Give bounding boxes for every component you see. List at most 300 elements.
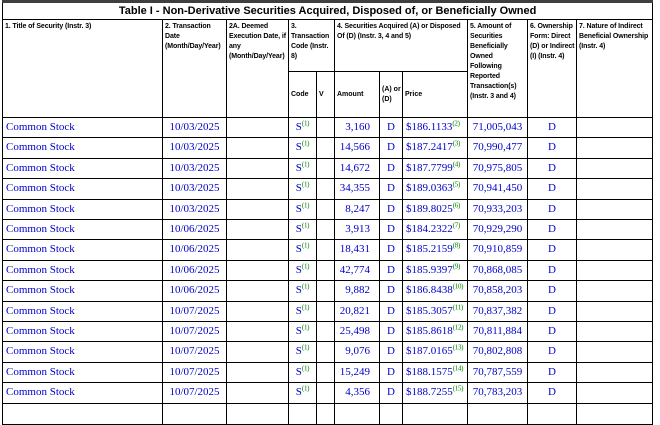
- table-row: [3, 342, 653, 362]
- price-cell: [403, 260, 468, 280]
- partial-table-row: [3, 403, 653, 424]
- ownership-form-cell-value: D: [548, 223, 556, 236]
- acquired-disposed-cell: [380, 199, 403, 219]
- security-title-cell: [3, 240, 163, 260]
- nature-indirect-cell: [577, 260, 653, 280]
- price-cell: [403, 403, 468, 424]
- transaction-code-cell: [289, 158, 317, 178]
- footnote-marker: (2): [452, 119, 460, 128]
- transaction-code-cell: [289, 138, 317, 158]
- voluntary-flag-cell: [317, 322, 335, 342]
- acquired-disposed-cell: [380, 403, 403, 424]
- shares-owned-cell: [468, 362, 528, 382]
- shares-owned-cell-value: 70,933,203: [472, 202, 523, 215]
- shares-owned-cell: [468, 118, 528, 138]
- shares-owned-cell-value: 70,783,203: [472, 386, 523, 399]
- transaction-date-cell: [163, 118, 227, 138]
- acquired-disposed-cell: [380, 138, 403, 158]
- footnote-marker: (1): [301, 200, 310, 209]
- price-cell-value: $185.9397: [406, 263, 453, 276]
- shares-owned-cell: [468, 240, 528, 260]
- footnote-marker: (3): [452, 139, 461, 148]
- nature-indirect-cell: [577, 383, 653, 403]
- amount-cell: [335, 158, 380, 178]
- ownership-form-cell: [528, 342, 577, 362]
- transaction-code-cell-value: S: [295, 202, 302, 215]
- table-row: [3, 260, 653, 280]
- ownership-form-cell: [528, 281, 577, 301]
- amount-cell: [335, 281, 380, 301]
- transaction-date-cell: [163, 220, 227, 240]
- subcol-header-v: V: [317, 72, 335, 118]
- shares-owned-cell-value: 70,811,884: [472, 325, 523, 338]
- ownership-form-cell: [528, 403, 577, 424]
- nature-indirect-cell: [577, 179, 653, 199]
- voluntary-flag-cell: [317, 281, 335, 301]
- price-cell-value: $188.7255: [406, 386, 453, 399]
- security-title-cell-value: Common Stock: [6, 365, 75, 378]
- shares-owned-cell: [468, 260, 528, 280]
- acquired-disposed-cell: [380, 301, 403, 321]
- ownership-form-cell: [528, 240, 577, 260]
- ownership-form-cell-value: D: [548, 121, 556, 133]
- price-cell-value: $187.2417: [406, 141, 453, 154]
- price-cell: [403, 362, 468, 382]
- nature-indirect-cell: [577, 403, 653, 424]
- table-title: Table I - Non-Derivative Securities Acquired, Disposed of, or Beneficially Owned: [3, 2, 653, 20]
- transaction-date-cell: [163, 260, 227, 280]
- footnote-marker: (4): [452, 160, 461, 169]
- table-row: [3, 322, 653, 342]
- deemed-execution-date-cell: [227, 158, 289, 178]
- shares-owned-cell-value: 70,941,450: [472, 182, 523, 195]
- amount-cell-value: 20,821: [339, 304, 370, 317]
- table-row: [3, 220, 653, 240]
- voluntary-flag-cell: [317, 301, 335, 321]
- shares-owned-cell: [468, 179, 528, 199]
- acquired-disposed-cell: [380, 220, 403, 240]
- ownership-form-cell-value: D: [548, 202, 556, 215]
- price-cell-value: $185.2159: [406, 243, 453, 256]
- transaction-code-cell-value: S: [295, 141, 302, 154]
- table-row: [3, 301, 653, 321]
- ownership-form-cell: [528, 158, 577, 178]
- amount-cell-value: 25,498: [339, 325, 370, 338]
- ownership-form-cell: [528, 260, 577, 280]
- transaction-date-cell: [163, 342, 227, 362]
- amount-cell: [335, 383, 380, 403]
- transaction-code-cell: [289, 403, 317, 424]
- security-title-cell-value: Common Stock: [6, 263, 75, 276]
- amount-cell: [335, 301, 380, 321]
- col-header-transaction-code: 3. Transaction Code (Instr. 8): [289, 20, 335, 72]
- transaction-code-cell: [289, 199, 317, 219]
- security-title-cell: [3, 403, 163, 424]
- transaction-date-cell: [163, 362, 227, 382]
- shares-owned-cell-value: 70,787,559: [472, 365, 523, 378]
- price-cell-value: $188.1575: [406, 365, 453, 378]
- price-cell: [403, 199, 468, 219]
- subcol-header-code: Code: [289, 72, 317, 118]
- footnote-marker: (14): [452, 364, 464, 373]
- shares-owned-cell-value: 70,910,859: [472, 243, 523, 256]
- amount-cell: [335, 403, 380, 424]
- price-cell-value: $185.8618: [406, 325, 453, 338]
- shares-owned-cell: [468, 158, 528, 178]
- acquired-disposed-cell-value: D: [387, 243, 395, 256]
- nature-indirect-cell: [577, 342, 653, 362]
- subcol-header-a-or-d: (A) or (D): [380, 72, 403, 118]
- table-body: [3, 118, 653, 425]
- shares-owned-cell-value: 70,990,477: [472, 141, 523, 154]
- ownership-form-cell: [528, 138, 577, 158]
- security-title-cell: [3, 179, 163, 199]
- transaction-code-cell-value: S: [295, 263, 302, 276]
- transaction-date-cell: [163, 322, 227, 342]
- price-cell-value: $187.0165: [406, 345, 453, 358]
- ownership-form-cell-value: D: [548, 243, 556, 256]
- transaction-date-cell-value: 10/06/2025: [169, 263, 220, 276]
- price-cell: [403, 322, 468, 342]
- footnote-marker: (12): [452, 323, 464, 332]
- footnote-marker: (1): [301, 364, 310, 373]
- nature-indirect-cell: [577, 362, 653, 382]
- amount-cell-value: 3,160: [345, 121, 370, 133]
- amount-cell-value: 15,249: [339, 365, 370, 378]
- amount-cell-value: 8,247: [345, 202, 370, 215]
- acquired-disposed-cell-value: D: [387, 386, 395, 399]
- deemed-execution-date-cell: [227, 281, 289, 301]
- amount-cell: [335, 322, 380, 342]
- amount-cell: [335, 118, 380, 138]
- shares-owned-cell-value: 70,858,203: [472, 284, 523, 297]
- footnote-marker: (1): [301, 282, 310, 291]
- shares-owned-cell: [468, 383, 528, 403]
- nature-indirect-cell: [577, 281, 653, 301]
- deemed-execution-date-cell: [227, 383, 289, 403]
- price-cell: [403, 281, 468, 301]
- security-title-cell: [3, 220, 163, 240]
- acquired-disposed-cell-value: D: [387, 365, 395, 378]
- acquired-disposed-cell-value: D: [387, 345, 395, 358]
- table-title-row: [3, 2, 653, 20]
- nature-indirect-cell: [577, 220, 653, 240]
- amount-cell-value: 3,913: [345, 223, 370, 236]
- security-title-cell-value: Common Stock: [6, 121, 75, 133]
- transaction-date-cell-value: 10/07/2025: [169, 304, 220, 317]
- table-row: [3, 179, 653, 199]
- acquired-disposed-cell-value: D: [387, 223, 395, 236]
- acquired-disposed-cell-value: D: [387, 121, 395, 133]
- voluntary-flag-cell: [317, 260, 335, 280]
- voluntary-flag-cell: [317, 199, 335, 219]
- non-derivative-securities-table: [2, 0, 653, 425]
- ownership-form-cell-value: D: [548, 365, 556, 378]
- shares-owned-cell: [468, 403, 528, 424]
- transaction-date-cell-value: 10/06/2025: [169, 284, 220, 297]
- security-title-cell-value: Common Stock: [6, 325, 75, 338]
- shares-owned-cell: [468, 342, 528, 362]
- amount-cell: [335, 342, 380, 362]
- transaction-code-cell: [289, 301, 317, 321]
- price-cell-value: $189.8025: [406, 202, 453, 215]
- amount-cell: [335, 240, 380, 260]
- table-row: [3, 240, 653, 260]
- shares-owned-cell-value: 70,802,808: [472, 345, 523, 358]
- shares-owned-cell-value: 70,975,805: [472, 161, 523, 174]
- price-cell-value: $186.1133: [406, 121, 453, 133]
- ownership-form-cell: [528, 383, 577, 403]
- footnote-marker: (9): [452, 262, 461, 271]
- footnote-marker: (8): [452, 241, 461, 250]
- acquired-disposed-cell: [380, 179, 403, 199]
- subcol-header-price: Price: [403, 72, 468, 118]
- price-cell: [403, 179, 468, 199]
- shares-owned-cell: [468, 138, 528, 158]
- col-header-title-of-security: 1. Title of Security (Instr. 3): [3, 20, 163, 118]
- transaction-code-cell: [289, 220, 317, 240]
- deemed-execution-date-cell: [227, 342, 289, 362]
- table-row: [3, 158, 653, 178]
- transaction-code-cell: [289, 342, 317, 362]
- price-cell: [403, 383, 468, 403]
- ownership-form-cell: [528, 362, 577, 382]
- amount-cell-value: 34,355: [339, 182, 370, 195]
- col-header-transaction-date: 2. Transaction Date (Month/Day/Year): [163, 20, 227, 118]
- footnote-marker: (1): [301, 384, 310, 393]
- security-title-cell-value: Common Stock: [6, 161, 75, 174]
- shares-owned-cell-value: 70,837,382: [472, 304, 523, 317]
- deemed-execution-date-cell: [227, 220, 289, 240]
- transaction-date-cell-value: 10/07/2025: [169, 345, 220, 358]
- acquired-disposed-cell-value: D: [387, 202, 395, 215]
- footnote-marker: (1): [301, 119, 310, 128]
- security-title-cell: [3, 383, 163, 403]
- transaction-date-cell: [163, 179, 227, 199]
- deemed-execution-date-cell: [227, 260, 289, 280]
- transaction-code-cell-value: S: [295, 386, 302, 399]
- acquired-disposed-cell: [380, 342, 403, 362]
- amount-cell-value: 42,774: [339, 263, 370, 276]
- footnote-marker: (1): [301, 262, 310, 271]
- price-cell: [403, 158, 468, 178]
- acquired-disposed-cell: [380, 322, 403, 342]
- security-title-cell-value: Common Stock: [6, 345, 75, 358]
- shares-owned-cell: [468, 301, 528, 321]
- transaction-date-cell-value: 10/03/2025: [169, 121, 220, 133]
- security-title-cell-value: Common Stock: [6, 284, 75, 297]
- price-cell-value: $184.2322: [406, 223, 453, 236]
- footnote-marker: (1): [301, 323, 310, 332]
- acquired-disposed-cell: [380, 118, 403, 138]
- voluntary-flag-cell: [317, 342, 335, 362]
- ownership-form-cell-value: D: [548, 345, 556, 358]
- transaction-date-cell-value: 10/03/2025: [169, 182, 220, 195]
- security-title-cell-value: Common Stock: [6, 223, 75, 236]
- voluntary-flag-cell: [317, 118, 335, 138]
- transaction-date-cell-value: 10/06/2025: [169, 243, 220, 256]
- footnote-marker: (13): [452, 343, 464, 352]
- transaction-date-cell-value: 10/03/2025: [169, 141, 220, 154]
- amount-cell: [335, 362, 380, 382]
- transaction-code-cell-value: S: [295, 325, 302, 338]
- ownership-form-cell: [528, 301, 577, 321]
- transaction-code-cell-value: S: [295, 243, 302, 256]
- price-cell: [403, 301, 468, 321]
- security-title-cell-value: Common Stock: [6, 386, 75, 399]
- transaction-date-cell-value: 10/03/2025: [169, 161, 220, 174]
- deemed-execution-date-cell: [227, 322, 289, 342]
- acquired-disposed-cell: [380, 362, 403, 382]
- col-header-nature-indirect-ownership: 7. Nature of Indirect Beneficial Ownership (Instr. 4): [577, 20, 653, 118]
- footnote-marker: (1): [301, 221, 310, 230]
- ownership-form-cell-value: D: [548, 161, 556, 174]
- transaction-code-cell: [289, 260, 317, 280]
- transaction-date-cell: [163, 199, 227, 219]
- amount-cell: [335, 220, 380, 240]
- acquired-disposed-cell: [380, 260, 403, 280]
- footnote-marker: (1): [301, 180, 310, 189]
- voluntary-flag-cell: [317, 403, 335, 424]
- deemed-execution-date-cell: [227, 118, 289, 138]
- ownership-form-cell-value: D: [548, 325, 556, 338]
- deemed-execution-date-cell: [227, 301, 289, 321]
- amount-cell: [335, 179, 380, 199]
- security-title-cell: [3, 301, 163, 321]
- amount-cell-value: 14,566: [339, 141, 370, 154]
- footnote-marker: (1): [301, 160, 310, 169]
- deemed-execution-date-cell: [227, 240, 289, 260]
- acquired-disposed-cell-value: D: [387, 141, 395, 154]
- subcol-header-amount: Amount: [335, 72, 380, 118]
- shares-owned-cell: [468, 199, 528, 219]
- ownership-form-cell: [528, 322, 577, 342]
- form4-table1-container: [2, 0, 653, 425]
- footnote-marker: (11): [452, 303, 463, 311]
- footnote-marker: (15): [452, 384, 464, 393]
- amount-cell-value: 18,431: [339, 243, 370, 256]
- col-header-deemed-execution-date: 2A. Deemed Execution Date, if any (Month/Day/Year): [227, 20, 289, 118]
- transaction-code-cell-value: S: [295, 284, 302, 297]
- transaction-code-cell-value: S: [295, 161, 302, 174]
- voluntary-flag-cell: [317, 158, 335, 178]
- transaction-date-cell-value: 10/07/2025: [169, 325, 220, 338]
- security-title-cell: [3, 138, 163, 158]
- transaction-code-cell: [289, 383, 317, 403]
- acquired-disposed-cell: [380, 383, 403, 403]
- price-cell-value: $186.8438: [406, 284, 453, 297]
- nature-indirect-cell: [577, 322, 653, 342]
- deemed-execution-date-cell: [227, 179, 289, 199]
- deemed-execution-date-cell: [227, 362, 289, 382]
- voluntary-flag-cell: [317, 220, 335, 240]
- footnote-marker: (1): [301, 241, 310, 250]
- acquired-disposed-cell-value: D: [387, 325, 395, 338]
- transaction-date-cell: [163, 138, 227, 158]
- acquired-disposed-cell-value: D: [387, 182, 395, 195]
- table-row: [3, 138, 653, 158]
- nature-indirect-cell: [577, 301, 653, 321]
- security-title-cell: [3, 118, 163, 138]
- shares-owned-cell-value: 70,868,085: [472, 263, 523, 276]
- transaction-code-cell: [289, 362, 317, 382]
- security-title-cell-value: Common Stock: [6, 141, 75, 154]
- nature-indirect-cell: [577, 199, 653, 219]
- ownership-form-cell-value: D: [548, 386, 556, 399]
- security-title-cell: [3, 199, 163, 219]
- transaction-date-cell-value: 10/07/2025: [169, 386, 220, 399]
- transaction-date-cell: [163, 403, 227, 424]
- footnote-marker: (6): [452, 200, 461, 209]
- footnote-marker: (1): [301, 343, 310, 352]
- acquired-disposed-cell: [380, 158, 403, 178]
- voluntary-flag-cell: [317, 138, 335, 158]
- transaction-date-cell-value: 10/07/2025: [169, 365, 220, 378]
- security-title-cell: [3, 158, 163, 178]
- deemed-execution-date-cell: [227, 403, 289, 424]
- shares-owned-cell: [468, 322, 528, 342]
- transaction-code-cell-value: S: [295, 345, 302, 358]
- ownership-form-cell: [528, 118, 577, 138]
- acquired-disposed-cell-value: D: [387, 284, 395, 297]
- footnote-marker: (5): [452, 180, 461, 189]
- ownership-form-cell-value: D: [548, 182, 556, 195]
- acquired-disposed-cell: [380, 281, 403, 301]
- transaction-date-cell: [163, 240, 227, 260]
- transaction-date-cell-value: 10/06/2025: [169, 223, 220, 236]
- transaction-code-cell-value: S: [295, 182, 302, 195]
- acquired-disposed-cell-value: D: [387, 161, 395, 174]
- column-header-row: [3, 20, 653, 72]
- amount-cell: [335, 260, 380, 280]
- security-title-cell: [3, 281, 163, 301]
- ownership-form-cell: [528, 179, 577, 199]
- shares-owned-cell: [468, 281, 528, 301]
- amount-cell: [335, 138, 380, 158]
- nature-indirect-cell: [577, 138, 653, 158]
- price-cell: [403, 118, 468, 138]
- ownership-form-cell: [528, 220, 577, 240]
- transaction-code-cell-value: S: [295, 304, 302, 317]
- transaction-code-cell-value: S: [295, 121, 302, 133]
- acquired-disposed-cell-value: D: [387, 263, 395, 276]
- amount-cell-value: 4,356: [345, 386, 370, 399]
- amount-cell-value: 14,672: [339, 161, 370, 174]
- transaction-code-cell: [289, 179, 317, 199]
- nature-indirect-cell: [577, 240, 653, 260]
- transaction-code-cell-value: S: [295, 223, 302, 236]
- price-cell: [403, 220, 468, 240]
- transaction-date-cell: [163, 383, 227, 403]
- voluntary-flag-cell: [317, 179, 335, 199]
- transaction-date-cell: [163, 158, 227, 178]
- voluntary-flag-cell: [317, 383, 335, 403]
- acquired-disposed-cell: [380, 240, 403, 260]
- security-title-cell-value: Common Stock: [6, 304, 75, 317]
- deemed-execution-date-cell: [227, 138, 289, 158]
- footnote-marker: (10): [452, 282, 464, 291]
- deemed-execution-date-cell: [227, 199, 289, 219]
- nature-indirect-cell: [577, 118, 653, 138]
- footnote-marker: (1): [301, 139, 310, 148]
- security-title-cell: [3, 342, 163, 362]
- price-cell: [403, 240, 468, 260]
- col-header-ownership-form: 6. Ownership Form: Direct (D) or Indirect (I) (Instr. 4): [528, 20, 577, 118]
- voluntary-flag-cell: [317, 362, 335, 382]
- security-title-cell: [3, 322, 163, 342]
- price-cell-value: $187.7799: [406, 161, 453, 174]
- security-title-cell: [3, 260, 163, 280]
